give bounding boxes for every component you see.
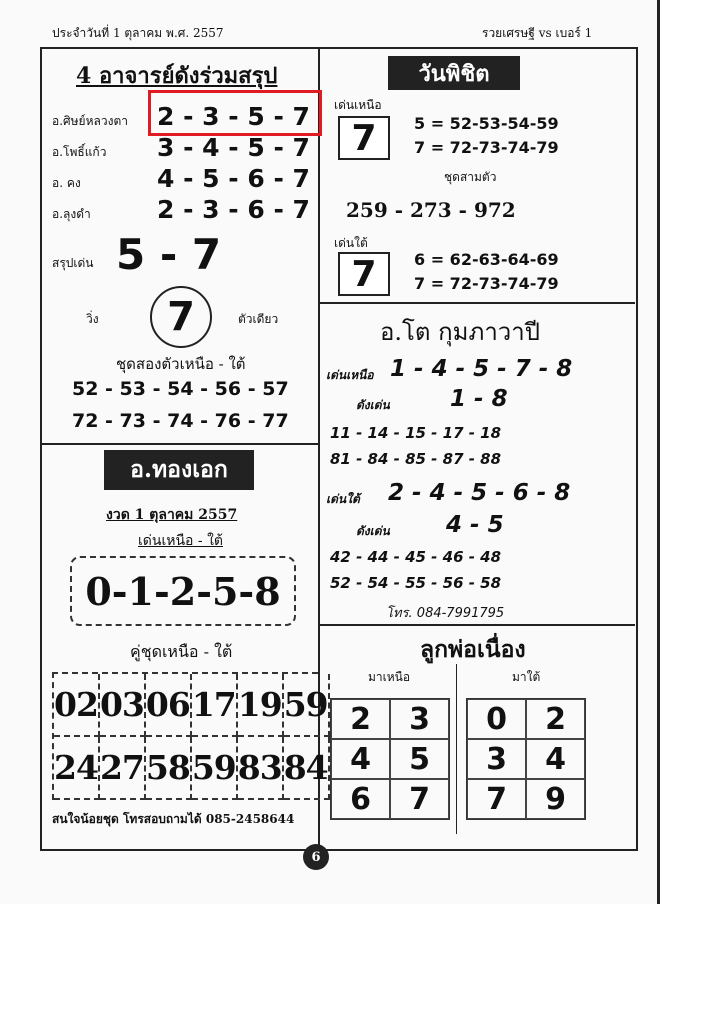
north-cell: 3 (390, 699, 449, 739)
south-cell: 2 (526, 699, 585, 739)
south-cell: 0 (467, 699, 526, 739)
south-digit: 7 (338, 252, 390, 296)
highlight-box (148, 90, 322, 136)
south-grid (466, 698, 586, 820)
summary-label: สรุปเด่น (52, 256, 94, 270)
draw-date: งวด 1 ตุลาคม 2557 (106, 507, 238, 523)
teacher-label: อ.ศิษย์หลวงตา (52, 114, 128, 128)
north-cell: 6 (331, 779, 390, 819)
teacher-label: อ.ลุงดำ (52, 207, 91, 221)
pair-cell: 59 (284, 674, 330, 737)
teacher-numbers: 2 - 3 - 6 - 7 (157, 195, 310, 224)
right-divider-2 (319, 624, 635, 626)
south-line-1: 6 = 62-63-64-69 (414, 250, 559, 269)
north-cell: 7 (390, 779, 449, 819)
south-label: มาใต้ (512, 670, 541, 684)
three-label: ชุดสามตัว (444, 170, 497, 184)
pairs-title: คู่ชุดเหนือ - ใต้ (130, 642, 233, 661)
number-line-c: 42 - 44 - 45 - 46 - 48 (330, 548, 502, 566)
north-line-2: 7 = 72-73-74-79 (414, 138, 559, 157)
north-cell: 5 (390, 739, 449, 779)
famous-numbers: 1 - 8 (450, 386, 508, 412)
pair-cell: 27 (100, 737, 146, 800)
number-line-b: 81 - 84 - 85 - 87 - 88 (330, 450, 502, 468)
teacher-label: อ. คง (52, 176, 81, 190)
teacher-numbers: 4 - 5 - 6 - 7 (157, 164, 310, 193)
north-label: เด่นเหนือ (334, 98, 382, 112)
south-cell: 9 (526, 779, 585, 819)
pairs-grid (52, 672, 328, 800)
pair-cell: 17 (192, 674, 238, 737)
section-title: 4 อาจารย์ดังร่วมสรุป (76, 63, 278, 89)
north-cell: 2 (331, 699, 390, 739)
north-line-1: 5 = 52-53-54-59 (414, 114, 559, 133)
pair-cell: 19 (238, 674, 284, 737)
teacher-numbers: 2 - 3 - 5 - 7 (157, 102, 310, 131)
south-line-2: 7 = 72-73-74-79 (414, 274, 559, 293)
famous-numbers: 4 - 5 (446, 512, 504, 538)
section-title: วันพิชิต (388, 56, 520, 90)
contact-line: สนใจน้อยชุด โทรสอบถามได้ 085-2458644 (52, 812, 295, 826)
pair-cell: 84 (284, 737, 330, 800)
north-digit: 7 (338, 116, 390, 160)
pair-cell: 02 (54, 674, 100, 737)
north-south-label: เด่นเหนือ - ใต้ (138, 533, 223, 549)
section-title: ลูกพ่อเนื่อง (420, 636, 526, 663)
number-line-d: 52 - 54 - 55 - 56 - 58 (330, 574, 502, 592)
phone-number: โทร. 084-7991795 (386, 606, 505, 621)
pairs-line-2: 72 - 73 - 74 - 76 - 77 (72, 410, 289, 432)
pair-cell: 06 (146, 674, 192, 737)
summary-numbers: 5 - 7 (116, 230, 222, 279)
famous-label: ดังเด่น (356, 398, 390, 412)
three-numbers: 259 - 273 - 972 (346, 198, 516, 222)
north-cell: 4 (331, 739, 390, 779)
page-date: ประจำวันที่ 1 ตุลาคม พ.ศ. 2557 (52, 26, 224, 40)
north-grid (330, 698, 450, 820)
left-divider (41, 443, 319, 445)
pair-cell: 24 (54, 737, 100, 800)
south-cell: 7 (467, 779, 526, 819)
south-numbers: 2 - 4 - 5 - 6 - 8 (388, 480, 571, 506)
north-label: มาเหนือ (368, 670, 411, 684)
run-label: วิ่ง (86, 312, 99, 326)
teacher-numbers: 3 - 4 - 5 - 7 (157, 133, 310, 162)
pair-cell: 03 (100, 674, 146, 737)
pair-cell: 58 (146, 737, 192, 800)
run-number: 7 (150, 286, 212, 348)
pairs-line-1: 52 - 53 - 54 - 56 - 57 (72, 378, 289, 400)
pair-cell: 59 (192, 737, 238, 800)
pairs-title: ชุดสองตัวเหนือ - ใต้ (116, 355, 246, 373)
north-numbers: 1 - 4 - 5 - 7 - 8 (390, 356, 573, 382)
single-label: ตัวเดียว (238, 312, 279, 326)
south-label: เด่นใต้ (326, 492, 360, 506)
south-label: เด่นใต้ (334, 236, 368, 250)
number-line-a: 11 - 14 - 15 - 17 - 18 (330, 424, 502, 442)
south-cell: 4 (526, 739, 585, 779)
grid-separator (456, 664, 457, 834)
main-numbers: 0-1-2-5-8 (70, 556, 296, 626)
section-title: อ.ทองเอก (104, 450, 254, 490)
famous-label: ดังเด่น (356, 524, 390, 538)
magazine-title: รวยเศรษฐี vs เบอร์ 1 (482, 26, 593, 40)
teacher-label: อ.โพธิ์แก้ว (52, 145, 107, 159)
pair-cell: 83 (238, 737, 284, 800)
page-number: 6 (303, 844, 329, 870)
right-divider-1 (319, 302, 635, 304)
north-label: เด่นเหนือ (326, 368, 374, 382)
south-cell: 3 (467, 739, 526, 779)
section-title: อ.โต กุมภาวาปี (380, 318, 540, 346)
